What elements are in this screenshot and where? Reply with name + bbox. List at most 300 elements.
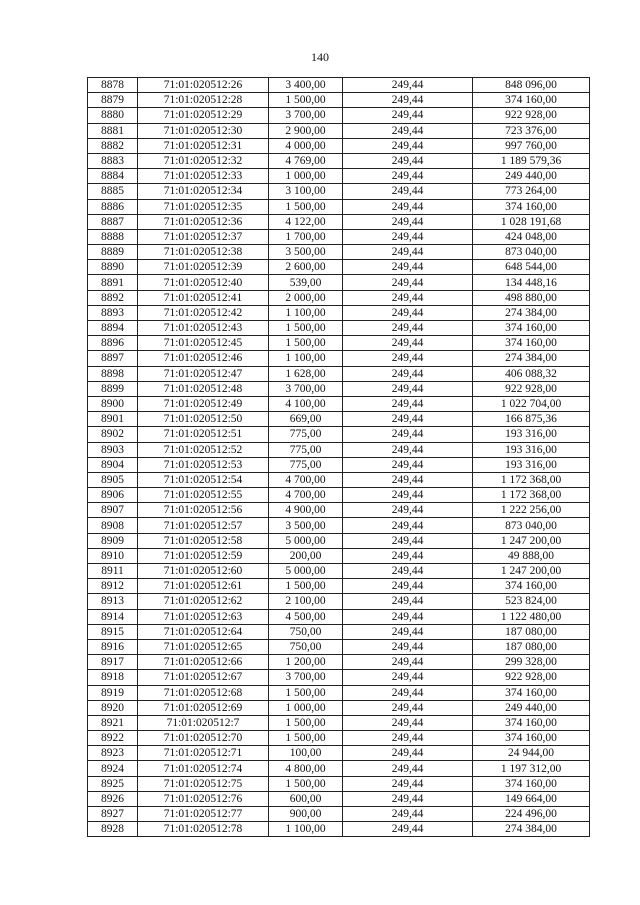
table-row — [88, 412, 590, 427]
cadastral-number-cell: 71:01:020512:65 — [138, 639, 269, 654]
cadastral-number-cell: 71:01:020512:68 — [138, 685, 269, 700]
rate-cell: 249,44 — [343, 822, 473, 837]
cadastral-number-cell: 71:01:020512:48 — [138, 381, 269, 396]
area-cell: 4 122,00 — [269, 214, 343, 229]
area-cell: 1 100,00 — [269, 351, 343, 366]
rate-cell: 249,44 — [343, 412, 473, 427]
table-row — [88, 290, 590, 305]
table-row — [88, 396, 590, 411]
cadastral-number-cell: 71:01:020512:49 — [138, 396, 269, 411]
row-number-cell: 8878 — [88, 78, 138, 93]
row-number-cell: 8893 — [88, 305, 138, 320]
table-row — [88, 108, 590, 123]
cadastral-number-cell: 71:01:020512:67 — [138, 670, 269, 685]
rate-cell: 249,44 — [343, 624, 473, 639]
area-cell: 5 000,00 — [269, 564, 343, 579]
cadastral-number-cell: 71:01:020512:28 — [138, 93, 269, 108]
table-row — [88, 93, 590, 108]
rate-cell: 249,44 — [343, 685, 473, 700]
area-cell: 1 100,00 — [269, 305, 343, 320]
area-cell: 3 700,00 — [269, 108, 343, 123]
area-cell: 669,00 — [269, 412, 343, 427]
row-number-cell: 8890 — [88, 260, 138, 275]
row-number-cell: 8919 — [88, 685, 138, 700]
cadastral-number-cell: 71:01:020512:53 — [138, 457, 269, 472]
row-number-cell: 8910 — [88, 548, 138, 563]
row-number-cell: 8899 — [88, 381, 138, 396]
rate-cell: 249,44 — [343, 245, 473, 260]
cadastral-number-cell: 71:01:020512:26 — [138, 78, 269, 93]
rate-cell: 249,44 — [343, 579, 473, 594]
value-cell: 49 888,00 — [473, 548, 590, 563]
rate-cell: 249,44 — [343, 670, 473, 685]
value-cell: 498 880,00 — [473, 290, 590, 305]
row-number-cell: 8928 — [88, 822, 138, 837]
value-cell: 723 376,00 — [473, 123, 590, 138]
row-number-cell: 8889 — [88, 245, 138, 260]
cadastral-number-cell: 71:01:020512:63 — [138, 609, 269, 624]
area-cell: 4 500,00 — [269, 609, 343, 624]
value-cell: 193 316,00 — [473, 457, 590, 472]
value-cell: 374 160,00 — [473, 93, 590, 108]
value-cell: 274 384,00 — [473, 822, 590, 837]
area-cell: 2 000,00 — [269, 290, 343, 305]
area-cell: 775,00 — [269, 457, 343, 472]
rate-cell: 249,44 — [343, 199, 473, 214]
cadastral-number-cell: 71:01:020512:60 — [138, 564, 269, 579]
table-row — [88, 214, 590, 229]
rate-cell: 249,44 — [343, 746, 473, 761]
rate-cell: 249,44 — [343, 229, 473, 244]
rate-cell: 249,44 — [343, 396, 473, 411]
rate-cell: 249,44 — [343, 305, 473, 320]
value-cell: 193 316,00 — [473, 442, 590, 457]
table-row — [88, 184, 590, 199]
table-row — [88, 609, 590, 624]
area-cell: 539,00 — [269, 275, 343, 290]
value-cell: 773 264,00 — [473, 184, 590, 199]
value-cell: 1 122 480,00 — [473, 609, 590, 624]
row-number-cell: 8905 — [88, 472, 138, 487]
area-cell: 4 700,00 — [269, 472, 343, 487]
area-cell: 3 400,00 — [269, 78, 343, 93]
table-row — [88, 457, 590, 472]
value-cell: 374 160,00 — [473, 579, 590, 594]
area-cell: 1 700,00 — [269, 229, 343, 244]
row-number-cell: 8915 — [88, 624, 138, 639]
value-cell: 523 824,00 — [473, 594, 590, 609]
table-row — [88, 685, 590, 700]
rate-cell: 249,44 — [343, 351, 473, 366]
rate-cell: 249,44 — [343, 488, 473, 503]
value-cell: 187 080,00 — [473, 639, 590, 654]
value-cell: 997 760,00 — [473, 138, 590, 153]
area-cell: 1 500,00 — [269, 336, 343, 351]
area-cell: 4 769,00 — [269, 153, 343, 168]
rate-cell: 249,44 — [343, 761, 473, 776]
row-number-cell: 8894 — [88, 321, 138, 336]
table-row — [88, 822, 590, 837]
table-row — [88, 624, 590, 639]
row-number-cell: 8897 — [88, 351, 138, 366]
rate-cell: 249,44 — [343, 214, 473, 229]
row-number-cell: 8912 — [88, 579, 138, 594]
value-cell: 24 944,00 — [473, 746, 590, 761]
value-cell: 187 080,00 — [473, 624, 590, 639]
area-cell: 2 600,00 — [269, 260, 343, 275]
area-cell: 750,00 — [269, 639, 343, 654]
row-number-cell: 8884 — [88, 169, 138, 184]
area-cell: 775,00 — [269, 427, 343, 442]
table-row — [88, 761, 590, 776]
table-row — [88, 78, 590, 93]
row-number-cell: 8926 — [88, 791, 138, 806]
area-cell: 4 000,00 — [269, 138, 343, 153]
area-cell: 4 900,00 — [269, 503, 343, 518]
row-number-cell: 8904 — [88, 457, 138, 472]
area-cell: 1 500,00 — [269, 731, 343, 746]
row-number-cell: 8907 — [88, 503, 138, 518]
row-number-cell: 8922 — [88, 731, 138, 746]
area-cell: 600,00 — [269, 791, 343, 806]
table-row — [88, 366, 590, 381]
cadastral-number-cell: 71:01:020512:40 — [138, 275, 269, 290]
rate-cell: 249,44 — [343, 503, 473, 518]
table-row — [88, 807, 590, 822]
row-number-cell: 8882 — [88, 138, 138, 153]
row-number-cell: 8917 — [88, 655, 138, 670]
area-cell: 750,00 — [269, 624, 343, 639]
page-number: 140 — [311, 50, 329, 64]
row-number-cell: 8891 — [88, 275, 138, 290]
rate-cell: 249,44 — [343, 564, 473, 579]
cadastral-number-cell: 71:01:020512:30 — [138, 123, 269, 138]
table-row — [88, 533, 590, 548]
table-row — [88, 548, 590, 563]
table-row — [88, 199, 590, 214]
value-cell: 1 022 704,00 — [473, 396, 590, 411]
rate-cell: 249,44 — [343, 457, 473, 472]
table-row — [88, 169, 590, 184]
row-number-cell: 8911 — [88, 564, 138, 579]
row-number-cell: 8914 — [88, 609, 138, 624]
row-number-cell: 8903 — [88, 442, 138, 457]
row-number-cell: 8923 — [88, 746, 138, 761]
rate-cell: 249,44 — [343, 427, 473, 442]
table-row — [88, 746, 590, 761]
area-cell: 1 500,00 — [269, 93, 343, 108]
rate-cell: 249,44 — [343, 442, 473, 457]
cadastral-number-cell: 71:01:020512:74 — [138, 761, 269, 776]
rate-cell: 249,44 — [343, 321, 473, 336]
row-number-cell: 8881 — [88, 123, 138, 138]
row-number-cell: 8896 — [88, 336, 138, 351]
value-cell: 922 928,00 — [473, 381, 590, 396]
cadastral-number-cell: 71:01:020512:77 — [138, 807, 269, 822]
rate-cell: 249,44 — [343, 594, 473, 609]
row-number-cell: 8898 — [88, 366, 138, 381]
rate-cell: 249,44 — [343, 184, 473, 199]
cadastral-number-cell: 71:01:020512:35 — [138, 199, 269, 214]
value-cell: 1 197 312,00 — [473, 761, 590, 776]
area-cell: 3 500,00 — [269, 518, 343, 533]
area-cell: 775,00 — [269, 442, 343, 457]
area-cell: 100,00 — [269, 746, 343, 761]
area-cell: 4 800,00 — [269, 761, 343, 776]
row-number-cell: 8906 — [88, 488, 138, 503]
cadastral-number-cell: 71:01:020512:39 — [138, 260, 269, 275]
table-row — [88, 336, 590, 351]
row-number-cell: 8927 — [88, 807, 138, 822]
table-row — [88, 427, 590, 442]
value-cell: 374 160,00 — [473, 731, 590, 746]
row-number-cell: 8887 — [88, 214, 138, 229]
cadastral-number-cell: 71:01:020512:69 — [138, 700, 269, 715]
table-row — [88, 229, 590, 244]
value-cell: 193 316,00 — [473, 427, 590, 442]
area-cell: 1 100,00 — [269, 822, 343, 837]
cadastral-number-cell: 71:01:020512:47 — [138, 366, 269, 381]
table-row — [88, 594, 590, 609]
rate-cell: 249,44 — [343, 609, 473, 624]
table-row — [88, 503, 590, 518]
rate-cell: 249,44 — [343, 776, 473, 791]
table-row — [88, 275, 590, 290]
cadastral-number-cell: 71:01:020512:37 — [138, 229, 269, 244]
area-cell: 3 700,00 — [269, 381, 343, 396]
table-row — [88, 715, 590, 730]
value-cell: 224 496,00 — [473, 807, 590, 822]
table-row — [88, 381, 590, 396]
row-number-cell: 8901 — [88, 412, 138, 427]
rate-cell: 249,44 — [343, 548, 473, 563]
area-cell: 4 700,00 — [269, 488, 343, 503]
rate-cell: 249,44 — [343, 700, 473, 715]
table-row — [88, 655, 590, 670]
table-row — [88, 245, 590, 260]
table-row — [88, 518, 590, 533]
value-cell: 374 160,00 — [473, 715, 590, 730]
table-body — [88, 78, 590, 837]
cadastral-number-cell: 71:01:020512:31 — [138, 138, 269, 153]
table-row — [88, 153, 590, 168]
area-cell: 1 000,00 — [269, 169, 343, 184]
rate-cell: 249,44 — [343, 639, 473, 654]
cadastral-number-cell: 71:01:020512:71 — [138, 746, 269, 761]
row-number-cell: 8888 — [88, 229, 138, 244]
rate-cell: 249,44 — [343, 336, 473, 351]
table-row — [88, 776, 590, 791]
row-number-cell: 8909 — [88, 533, 138, 548]
row-number-cell: 8913 — [88, 594, 138, 609]
value-cell: 134 448,16 — [473, 275, 590, 290]
table-row — [88, 123, 590, 138]
rate-cell: 249,44 — [343, 108, 473, 123]
value-cell: 374 160,00 — [473, 336, 590, 351]
table-row — [88, 731, 590, 746]
row-number-cell: 8883 — [88, 153, 138, 168]
area-cell: 3 700,00 — [269, 670, 343, 685]
value-cell: 149 664,00 — [473, 791, 590, 806]
value-cell: 873 040,00 — [473, 518, 590, 533]
rate-cell: 249,44 — [343, 138, 473, 153]
rate-cell: 249,44 — [343, 366, 473, 381]
row-number-cell: 8924 — [88, 761, 138, 776]
table-row — [88, 351, 590, 366]
row-number-cell: 8892 — [88, 290, 138, 305]
row-number-cell: 8900 — [88, 396, 138, 411]
cadastral-number-cell: 71:01:020512:7 — [138, 715, 269, 730]
value-cell: 648 544,00 — [473, 260, 590, 275]
value-cell: 274 384,00 — [473, 351, 590, 366]
value-cell: 1 189 579,36 — [473, 153, 590, 168]
row-number-cell: 8920 — [88, 700, 138, 715]
cadastral-number-cell: 71:01:020512:36 — [138, 214, 269, 229]
cadastral-number-cell: 71:01:020512:33 — [138, 169, 269, 184]
cadastral-number-cell: 71:01:020512:55 — [138, 488, 269, 503]
table-row — [88, 700, 590, 715]
cadastral-number-cell: 71:01:020512:29 — [138, 108, 269, 123]
area-cell: 4 100,00 — [269, 396, 343, 411]
row-number-cell: 8879 — [88, 93, 138, 108]
row-number-cell: 8886 — [88, 199, 138, 214]
rate-cell: 249,44 — [343, 807, 473, 822]
cadastral-number-cell: 71:01:020512:43 — [138, 321, 269, 336]
rate-cell: 249,44 — [343, 381, 473, 396]
table-row — [88, 260, 590, 275]
cadastral-number-cell: 71:01:020512:64 — [138, 624, 269, 639]
rate-cell: 249,44 — [343, 731, 473, 746]
value-cell: 1 247 200,00 — [473, 533, 590, 548]
area-cell: 1 500,00 — [269, 321, 343, 336]
value-cell: 406 088,32 — [473, 366, 590, 381]
cadastral-number-cell: 71:01:020512:45 — [138, 336, 269, 351]
cadastral-number-cell: 71:01:020512:70 — [138, 731, 269, 746]
area-cell: 900,00 — [269, 807, 343, 822]
value-cell: 249 440,00 — [473, 700, 590, 715]
rate-cell: 249,44 — [343, 518, 473, 533]
value-cell: 1 222 256,00 — [473, 503, 590, 518]
cadastral-number-cell: 71:01:020512:34 — [138, 184, 269, 199]
table-row — [88, 791, 590, 806]
cadastral-number-cell: 71:01:020512:78 — [138, 822, 269, 837]
value-cell: 166 875,36 — [473, 412, 590, 427]
row-number-cell: 8918 — [88, 670, 138, 685]
table-row — [88, 639, 590, 654]
value-cell: 1 028 191,68 — [473, 214, 590, 229]
cadastral-number-cell: 71:01:020512:62 — [138, 594, 269, 609]
cadastral-number-cell: 71:01:020512:42 — [138, 305, 269, 320]
cadastral-number-cell: 71:01:020512:52 — [138, 442, 269, 457]
area-cell: 1 200,00 — [269, 655, 343, 670]
row-number-cell: 8921 — [88, 715, 138, 730]
cadastral-number-cell: 71:01:020512:56 — [138, 503, 269, 518]
cadastral-number-cell: 71:01:020512:50 — [138, 412, 269, 427]
table-row — [88, 670, 590, 685]
value-cell: 249 440,00 — [473, 169, 590, 184]
rate-cell: 249,44 — [343, 655, 473, 670]
rate-cell: 249,44 — [343, 533, 473, 548]
cadastral-number-cell: 71:01:020512:76 — [138, 791, 269, 806]
value-cell: 1 172 368,00 — [473, 488, 590, 503]
value-cell: 1 172 368,00 — [473, 472, 590, 487]
value-cell: 274 384,00 — [473, 305, 590, 320]
row-number-cell: 8902 — [88, 427, 138, 442]
cadastral-number-cell: 71:01:020512:58 — [138, 533, 269, 548]
area-cell: 1 628,00 — [269, 366, 343, 381]
row-number-cell: 8908 — [88, 518, 138, 533]
area-cell: 3 500,00 — [269, 245, 343, 260]
table-row — [88, 579, 590, 594]
value-cell: 299 328,00 — [473, 655, 590, 670]
area-cell: 3 100,00 — [269, 184, 343, 199]
table-row — [88, 138, 590, 153]
value-cell: 922 928,00 — [473, 108, 590, 123]
rate-cell: 249,44 — [343, 791, 473, 806]
rate-cell: 249,44 — [343, 472, 473, 487]
value-cell: 873 040,00 — [473, 245, 590, 260]
area-cell: 2 900,00 — [269, 123, 343, 138]
rate-cell: 249,44 — [343, 260, 473, 275]
area-cell: 1 500,00 — [269, 685, 343, 700]
area-cell: 200,00 — [269, 548, 343, 563]
value-cell: 1 247 200,00 — [473, 564, 590, 579]
cadastral-number-cell: 71:01:020512:57 — [138, 518, 269, 533]
value-cell: 374 160,00 — [473, 685, 590, 700]
value-cell: 424 048,00 — [473, 229, 590, 244]
area-cell: 1 500,00 — [269, 776, 343, 791]
area-cell: 2 100,00 — [269, 594, 343, 609]
value-cell: 374 160,00 — [473, 776, 590, 791]
rate-cell: 249,44 — [343, 78, 473, 93]
rate-cell: 249,44 — [343, 93, 473, 108]
cadastral-number-cell: 71:01:020512:41 — [138, 290, 269, 305]
table-row — [88, 321, 590, 336]
table-row — [88, 472, 590, 487]
cadastral-number-cell: 71:01:020512:38 — [138, 245, 269, 260]
cadastral-table — [87, 77, 590, 837]
area-cell: 1 000,00 — [269, 700, 343, 715]
rate-cell: 249,44 — [343, 275, 473, 290]
rate-cell: 249,44 — [343, 153, 473, 168]
area-cell: 1 500,00 — [269, 579, 343, 594]
cadastral-number-cell: 71:01:020512:75 — [138, 776, 269, 791]
row-number-cell: 8885 — [88, 184, 138, 199]
area-cell: 5 000,00 — [269, 533, 343, 548]
cadastral-number-cell: 71:01:020512:51 — [138, 427, 269, 442]
row-number-cell: 8925 — [88, 776, 138, 791]
area-cell: 1 500,00 — [269, 199, 343, 214]
rate-cell: 249,44 — [343, 169, 473, 184]
cadastral-number-cell: 71:01:020512:59 — [138, 548, 269, 563]
area-cell: 1 500,00 — [269, 715, 343, 730]
table-row — [88, 488, 590, 503]
cadastral-number-cell: 71:01:020512:66 — [138, 655, 269, 670]
row-number-cell: 8916 — [88, 639, 138, 654]
value-cell: 374 160,00 — [473, 321, 590, 336]
rate-cell: 249,44 — [343, 123, 473, 138]
table-row — [88, 305, 590, 320]
value-cell: 922 928,00 — [473, 670, 590, 685]
value-cell: 374 160,00 — [473, 199, 590, 214]
row-number-cell: 8880 — [88, 108, 138, 123]
table-row — [88, 442, 590, 457]
value-cell: 848 096,00 — [473, 78, 590, 93]
cadastral-number-cell: 71:01:020512:61 — [138, 579, 269, 594]
cadastral-number-cell: 71:01:020512:32 — [138, 153, 269, 168]
rate-cell: 249,44 — [343, 715, 473, 730]
table-row — [88, 564, 590, 579]
